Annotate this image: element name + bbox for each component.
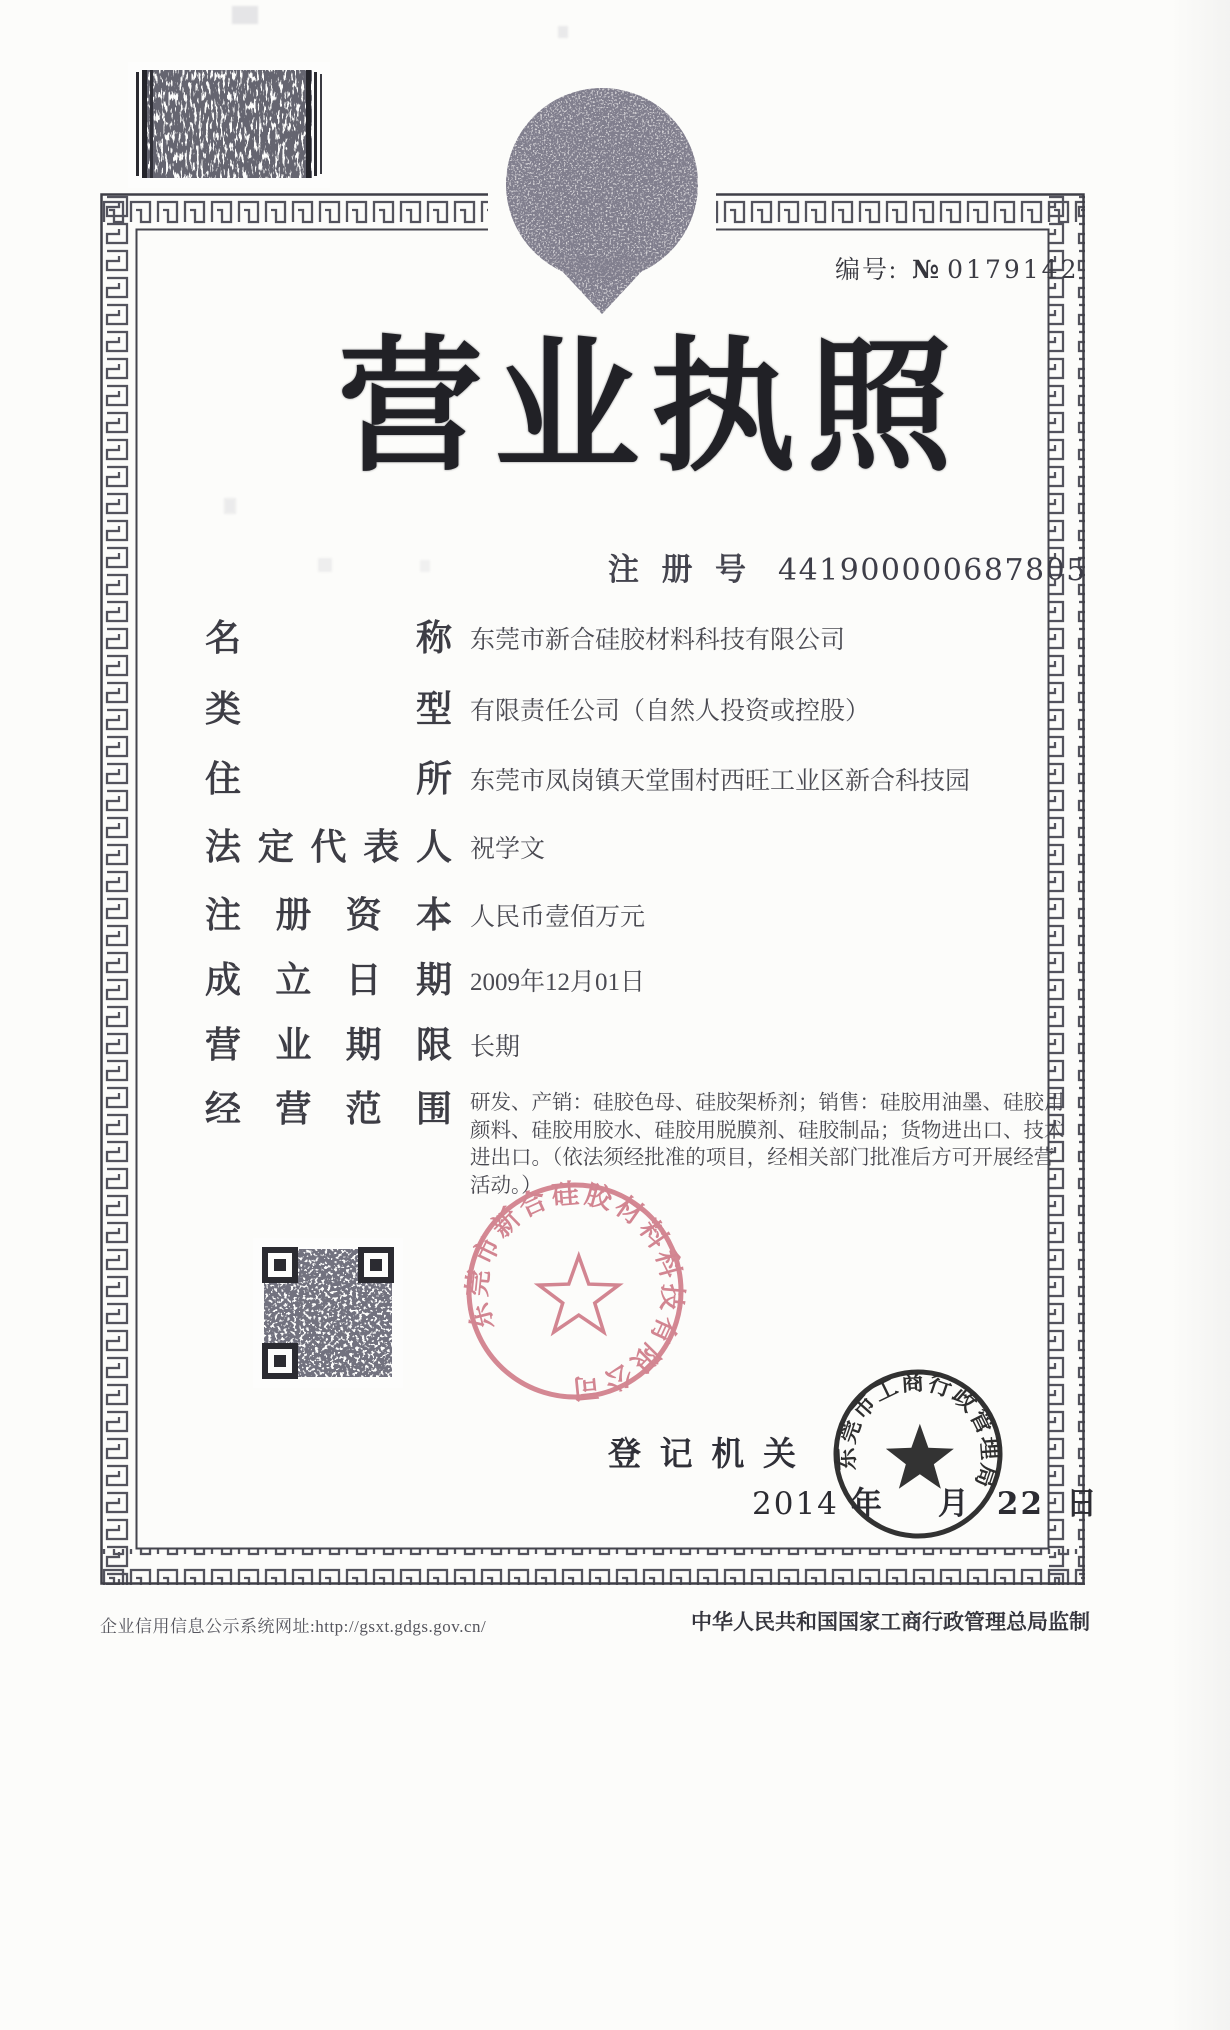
- company-seal: [455, 1171, 695, 1411]
- field-value: 东莞市凤岗镇天堂围村西旺工业区新合科技园: [470, 768, 971, 795]
- serial-number-line: [835, 250, 1079, 286]
- field-value: 东莞市新合硅胶材料科技有限公司: [470, 627, 846, 654]
- numero-sign: №: [911, 255, 942, 284]
- company-seal-text: 东莞市新合硅胶材料科技有限公司: [462, 1178, 688, 1404]
- issue-year-unit: 年: [850, 1486, 882, 1521]
- registration-value: 441900000687805: [778, 553, 1087, 588]
- issue-date: [752, 1478, 1097, 1523]
- issue-day-unit: 日: [1066, 1486, 1098, 1521]
- authority-seal-text: 东莞市工商行政管理局: [833, 1369, 1003, 1493]
- svg-text:东莞市新合硅胶材料科技有限公司: [455, 1171, 695, 1411]
- registrar-label: 登 记 机 关: [608, 1437, 796, 1473]
- field-label: 注 册 资 本: [205, 895, 452, 935]
- footer-issuing-authority: 中华人民共和国国家工商行政管理总局监制: [691, 1610, 1090, 1634]
- scan-artifact: [558, 26, 568, 38]
- serial-label: 编号:: [835, 257, 898, 284]
- field-value: 长期: [470, 1034, 521, 1061]
- field-label: 类 型: [205, 689, 452, 729]
- serial-number: 0179142: [947, 255, 1080, 284]
- footer-public-info-url: 企业信用信息公示系统网址:http://gsxt.gdgs.gov.cn/: [100, 1617, 487, 1636]
- barcode-2d: [128, 62, 330, 188]
- issue-year: 2014: [752, 1486, 839, 1522]
- field-label: 成 立 日 期: [205, 960, 452, 1000]
- qr-code: [253, 1238, 403, 1388]
- scan-artifact: [224, 498, 236, 514]
- field-label: 名 称: [205, 618, 452, 658]
- issue-month-unit: 月: [937, 1486, 969, 1521]
- field-label: 住 所: [205, 759, 452, 799]
- issue-day: 22: [996, 1486, 1045, 1522]
- field-value: 祝学文: [470, 836, 546, 863]
- national-emblem: [488, 78, 716, 316]
- registration-label: 注 册 号: [608, 552, 746, 587]
- field-value: 有限责任公司（自然人投资或控股）: [470, 698, 871, 725]
- field-label: 营 业 期 限: [205, 1025, 452, 1065]
- license-title: 营 业 执 照: [338, 323, 952, 492]
- field-value: 研发、产销：硅胶色母、硅胶架桥剂；销售：硅胶用油墨、硅胶用颜料、硅胶用胶水、硅胶用脱膜剂、硅胶制品；货物进出口、技术进出口。（依法须经批准的项目，经相关部门批准后方可开展经营活动。）: [470, 1092, 1065, 1197]
- registration-number-row: [608, 544, 1087, 589]
- field-value: 人民币壹佰万元: [470, 904, 646, 931]
- field-label: 经 营 范 围: [205, 1089, 452, 1129]
- scan-edge-shadow: [1170, 0, 1230, 2030]
- scan-artifact: [420, 560, 430, 572]
- scan-artifact: [232, 6, 258, 24]
- field-label: 法 定 代 表 人: [205, 827, 452, 867]
- field-value: 2009年12月01日: [470, 969, 646, 996]
- scan-artifact: [318, 558, 332, 572]
